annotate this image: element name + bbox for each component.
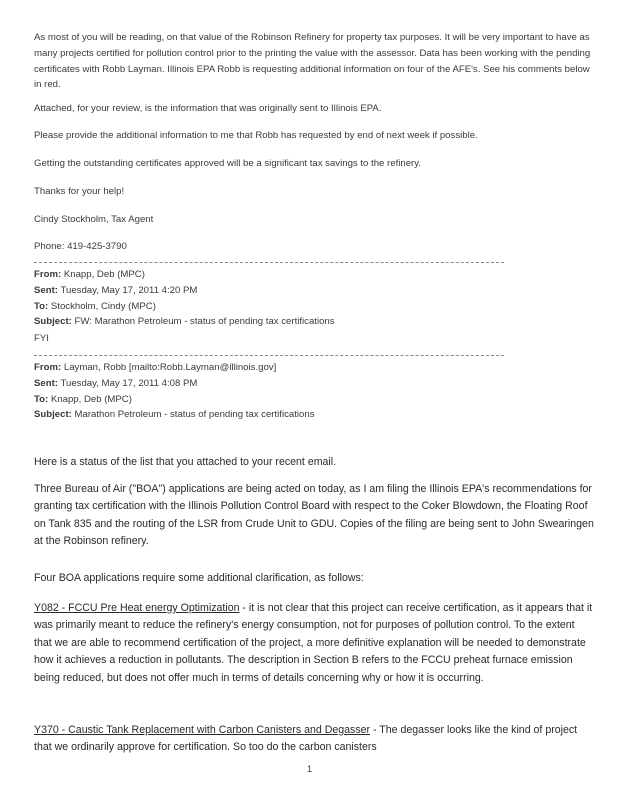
page-number: 1 <box>306 764 312 774</box>
request-paragraph: Please provide the additional information to me that Robb has requested by end of next week if possible. <box>34 130 478 141</box>
item-y370 <box>34 722 594 757</box>
fyi-text: FYI <box>34 333 49 344</box>
item-y370-text: - The degasser looks like the kind of project that we ordinarily approve for certification. So too do the carbon canisters <box>34 724 578 754</box>
signature-name: Cindy Stockholm, Tax Agent <box>34 214 154 225</box>
signature-phone: Phone: 419-425-3790 <box>34 241 127 252</box>
clarification-paragraph: Four BOA applications require some additional clarification, as follows: <box>34 572 364 584</box>
intro-paragraph <box>34 30 594 93</box>
item-y082 <box>34 600 594 687</box>
status-intro-paragraph: Here is a status of the list that you attached to your recent email. <box>34 456 337 468</box>
boa-applications-paragraph: Three Bureau of Air ("BOA") applications are being acted on today, as I am filing the Illinois EPA's recommendations for granting tax certification with the Illinois Pollution Control Board with respect to the Coker Blowdown, the Floating Roof on Tank 835 and the routing of the LSR from Crude Unit to GDU. Copies of the filing are being sent to John Swearingen at the Robinson refinery. <box>34 483 594 548</box>
item-y082-text: - it is not clear that this project can receive certification, as it appears that it was primarily meant to reduce the refinery's energy consumption, not for purposes of pollution control. To the extent that we are able to recommend certification of the project, a more definitive explanation will be needed to demonstrate how it achieves a reduction in pollutants. The description in Section B refers to the FCCU preheat furnace emission being reduced, but does not offer much in terms of details concerning why or how it is occurring. <box>34 602 593 684</box>
savings-paragraph: Getting the outstanding certificates approved will be a significant tax savings to the refinery. <box>34 158 421 169</box>
thanks-paragraph: Thanks for your help! <box>34 186 125 197</box>
separator-line <box>34 262 504 263</box>
forward-header-1: From: Knapp, Deb (MPC) Sent: Tuesday, May 17, 2011 4:20 PM To: Stockholm, Cindy (MPC) Subject: FW: Marathon Petroleum - status of pending tax certifications <box>34 269 335 328</box>
item-y370-title: Y370 - Caustic Tank Replacement with Carbon Canisters and Degasser <box>34 724 371 736</box>
attached-paragraph: Attached, for your review, is the information that was originally sent to Illinois EPA. <box>34 103 382 114</box>
intro-text: As most of you will be reading, on that value of the Robinson Refinery for property tax purposes. It will be very important to have as many projects certified for pollution control prior to the printing the value with the assessor. Data has been working with the pending certificates with Robb Layman. Illinois EPA Robb is requesting additional information on four of the AFE's. See his comments below in red. <box>34 32 591 91</box>
item-y082-title: Y082 - FCCU Pre Heat energy Optimization <box>34 602 240 614</box>
forward-header-2: From: Layman, Robb [mailto:Robb.Layman@illinois.gov] Sent: Tuesday, May 17, 2011 4:08 PM To: Knapp, Deb (MPC) Subject: Marathon Petroleum - status of pending tax certifications <box>34 362 315 421</box>
separator-line <box>34 355 504 356</box>
